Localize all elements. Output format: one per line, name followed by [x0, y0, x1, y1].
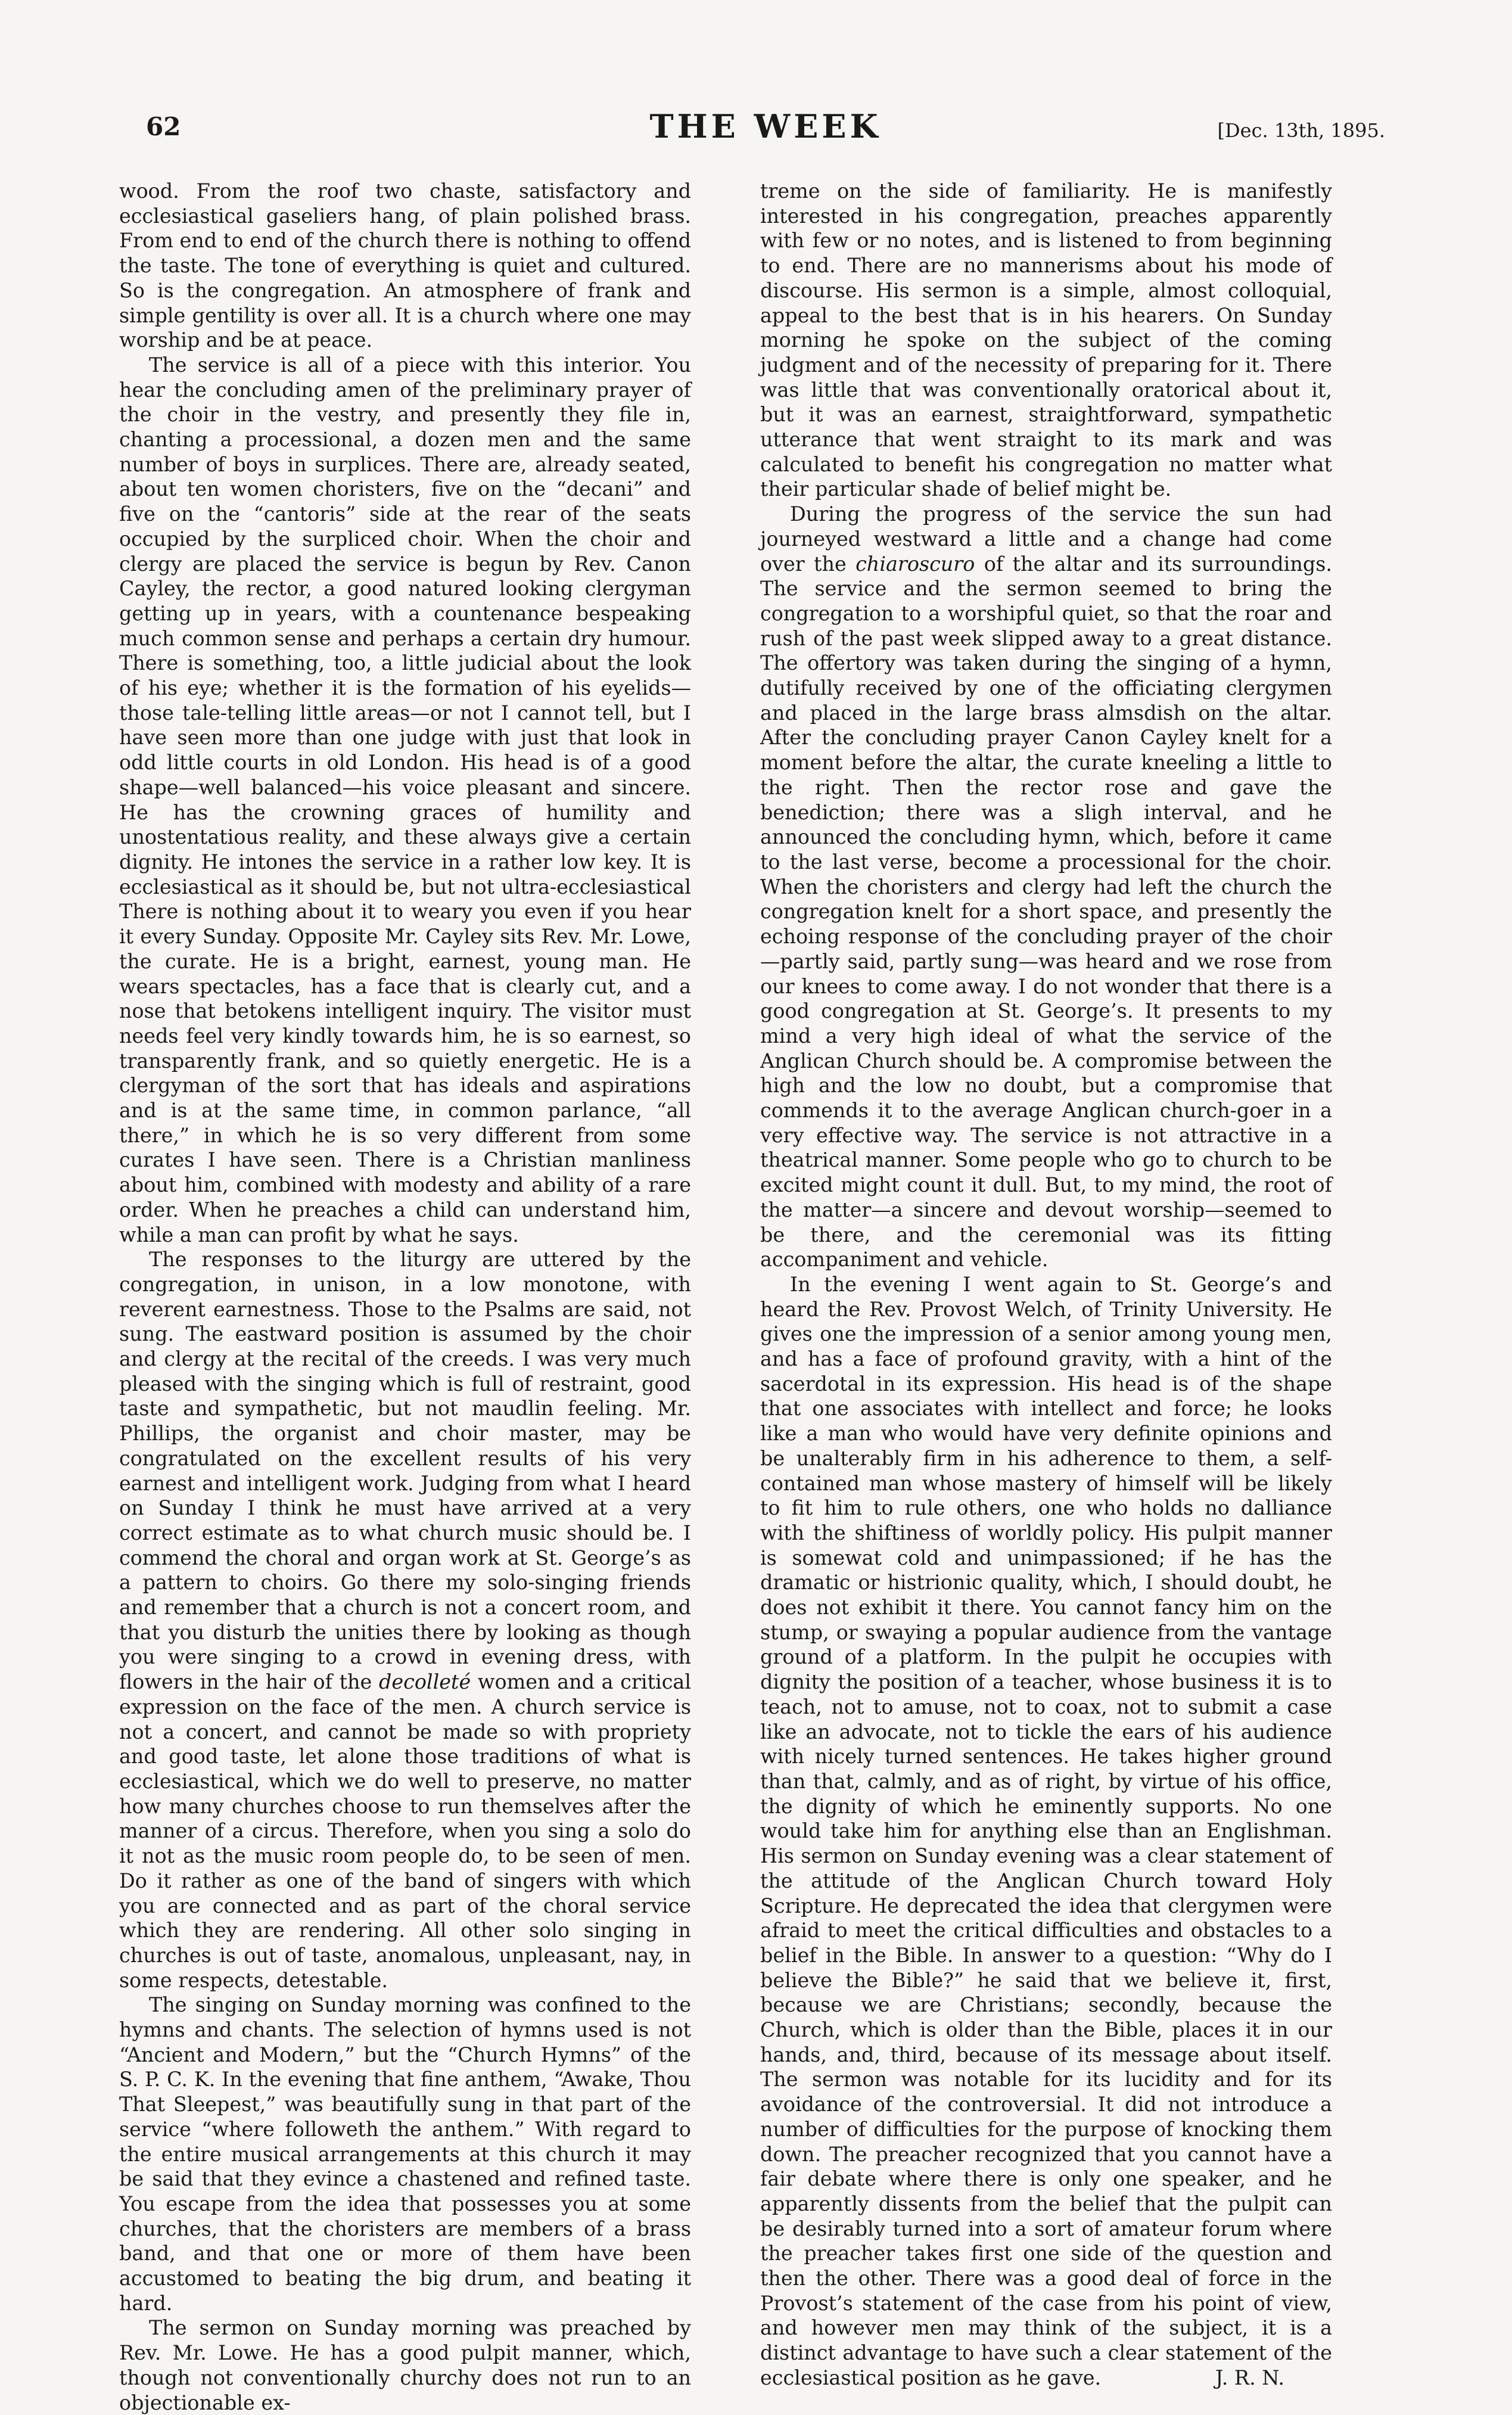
italic-term: chiaroscuro — [855, 552, 975, 576]
paragraph: The sermon on Sunday morning was preached by Rev. Mr. Lowe. He has a good pulpit manner, which, though not conventionally churchy does not run to an objectionable ex- — [119, 2316, 691, 2414]
author-signature: J. R. N. — [1215, 2366, 1284, 2389]
paragraph: In the evening I went again to St. George’s and heard the Rev. Provost Welch, of Trinity University. He gives one the impression of a senior among young men, and has a face of profound gravity, with a hint of the sacerdotal in its expression. His head is of the shape that one associates with intellect and force; he looks like a man who would have very definite opinions and be unalterably firm in his adherence to them, a self-contained man whose mastery of himself will be likely to fit him to rule others, one who holds no dalliance with the shiftiness of worldly policy. His pulpit manner is somewat cold and unimpassioned; if he has the dramatic or histrionic quality, which, I should doubt, he does not exhibit it there. You cannot fancy him on the stump, or swaying a popular audience from the vantage ground of a platform. In the pulpit he occupies with dignity the position of a teacher, whose business it is to teach, not to amuse, not to coax, not to submit a case like an advocate, not to tickle the ears of his audience with nicely turned sentences. He takes higher ground than that, calmly, and as of right, by virtue of his office, the dignity of which he eminently supports. No one would take him for anything else than an Englishman. His sermon on Sunday evening was a clear statement of the attitude of the Anglican Church toward Holy Scripture. He deprecated the idea that clergymen were afraid to meet the critical difficulties and obstacles to a belief in the Bible. In answer to a question: “Why do I believe the Bible?” he said that we believe it, first, because we are Christians; secondly, because the Church, which is older than the Bible, places it in our hands, and, third, because of its message about itself. The sermon was notable for its lucidity and for its avoidance of the controversial. It did not introduce a number of difficulties for the purpose of knocking them down. The preacher recognized that you cannot have a fair debate where there is only one speaker, and he apparently dissents from the belief that the pulpit can be desirably turned into a sort of amateur forum where the preacher takes first one side of the question and then the other. There was a good deal of force in the Provost’s statement of the case from his point of view, and however men may think of the subject, it is a distinct advantage to have such a clear statement of the ecclesiastical position as he gave. — [760, 1272, 1332, 2389]
issue-date: [Dec. 13th, 1895. — [1217, 119, 1385, 142]
right-column — [760, 179, 1332, 2389]
paragraph — [119, 1247, 691, 1993]
left-column — [119, 179, 691, 2414]
paragraph — [760, 502, 1332, 1272]
paragraph: The singing on Sunday morning was confined to the hymns and chants. The selection of hymns used is not “Ancient and Modern,” but the “Church Hymns” of the S. P. C. K. In the evening that fine anthem, “Awake, Thou That Sleepest,” was beautifully sung in that part of the service “where followeth the anthem.” With regard to the entire musical arrangements at this church it may be said that they evince a chastened and refined taste. You escape from the idea that possesses you at some churches, that the choristers are members of a brass band, and that one or more of them have been accustomed to beating the big drum, and beating it hard. — [119, 1993, 691, 2315]
publication-title: THE WEEK — [649, 107, 882, 145]
text-run: The responses to the liturgy are uttered by the congregation, in unison, in a low monotone, with reverent earnestness. Those to the Psalms are said, not sung. The eastward position is assumed by the choir and clergy at the recital of the creeds. I was very much pleased with the singing which is full of restraint, good taste and sympathetic, but not maudlin feeling. Mr. Phillips, the organist and choir master, may be congratulated on the excellent results of his very earnest and intelligent work. Judging from what I heard on Sunday I think he must have arrived at a very correct estimate as to what church music should be. I commend the choral and organ work at St. George’s as a pattern to choirs. Go there my solo-singing friends and remember that a church is not a concert room, and that you disturb the unities there by looking as though you were singing to a crowd in evening dress, with flowers in the hair of the — [119, 1248, 691, 1694]
italic-term: decolleté — [378, 1670, 471, 1694]
text-run: During the progress of the service the sun had journeyed westward a little and a change had come over the — [760, 502, 1332, 576]
page-header — [146, 107, 1385, 155]
text-run: women and a critical expression on the face of the men. A church service is not a concert, and cannot be made so with propriety and good taste, let alone those traditions of what is ecclesiastical, which we do well to preserve, no matter how many churches choose to run themselves after the manner of a circus. Therefore, when you sing a solo do it not as the music room people do, to be seen of men. Do it rather as one of the band of singers with which you are connected and as part of the choral service which they are rendering. All other solo singing in churches is out of taste, anomalous, unpleasant, nay, in some respects, detestable. — [119, 1670, 691, 1992]
page-number: 62 — [146, 112, 181, 141]
paragraph: treme on the side of familiarity. He is manifestly interested in his congregation, preaches apparently with few or no notes, and is listened to from beginning to end. There are no mannerisms about his mode of discourse. His sermon is a simple, almost colloquial, appeal to the best that is in his hearers. On Sunday morning he spoke on the subject of the coming judgment and of the necessity of preparing for it. There was little that was conventionally oratorical about it, but it was an earnest, straightforward, sympathetic utterance that went straight to its mark and was calculated to benefit his congregation no matter what their particular shade of belief might be. — [760, 179, 1332, 501]
paragraph: The service is all of a piece with this interior. You hear the concluding amen of the preliminary prayer of the choir in the vestry, and presently they file in, chanting a processional, a dozen men and the same number of boys in surplices. There are, already seated, about ten women choristers, five on the “decani” and five on the “cantoris” side at the rear of the seats occupied by the surpliced choir. When the choir and clergy are placed the service is begun by Rev. Canon Cayley, the rector, a good natured looking clergyman getting up in years, with a countenance bespeaking much common sense and perhaps a certain dry humour. There is something, too, a little judicial about the look of his eye; whether it is the formation of his eyelids—those tale-telling little areas—or not I cannot tell, but I have seen more than one judge with just that look in odd little courts in old London. His head is of a good shape—well balanced—his voice pleasant and sincere. He has the crowning graces of humility and unostentatious reality, and these always give a certain dignity. He intones the service in a rather low key. It is ecclesiastical as it should be, but not ultra-ecclesiastical There is nothing about it to weary you even if you hear it every Sunday. Opposite Mr. Cayley sits Rev. Mr. Lowe, the curate. He is a bright, earnest, young man. He wears spectacles, has a face that is clearly cut, and a nose that betokens intelligent inquiry. The visitor must needs feel very kindly towards him, he is so earnest, so transparently frank, and so quietly energetic. He is a clergyman of the sort that has ideals and aspirations and is at the same time, in common parlance, “all there,” in which he is so very different from some curates I have seen. There is a Christian manliness about him, combined with modesty and ability of a rare order. When he preaches a child can understand him, while a man can profit by what he says. — [119, 353, 691, 1247]
paragraph: wood. From the roof two chaste, satisfactory and ecclesiastical gaseliers hang, of plain polished brass. From end to end of the church there is nothing to offend the taste. The tone of everything is quiet and cultured. So is the congregation. An atmosphere of frank and simple gentility is over all. It is a church where one may worship and be at peace. — [119, 179, 691, 352]
text-run: of the altar and its surroundings. The service and the sermon seemed to bring the congregation to a worshipful quiet, so that the roar and rush of the past week slipped away to a great distance. The offertory was taken during the singing of a hymn, dutifully received by one of the officiating clergymen and placed in the large brass almsdish on the altar. After the concluding prayer Canon Cayley knelt for a moment before the altar, the curate kneeling a little to the right. Then the rector rose and gave the benediction; there was a sligh interval, and he announced the concluding hymn, which, before it came to the last verse, become a processional for the choir. When the choristers and clergy had left the church the congregation knelt for a short space, and presently the echoing response of the concluding prayer of the choir—partly said, partly sung—was heard and we rose from our knees to come away. I do not wonder that there is a good congregation at St. George’s. It presents to my mind a very high ideal of what the service of the Anglican Church should be. A compromise between the high and the low no doubt, but a compromise that commends it to the average Anglican church-goer in a very effective way. The service is not attractive in a theatrical manner. Some people who go to church to be excited might count it dull. But, to my mind, the root of the matter—a sincere and devout worship—seemed to be there, and the ceremonial was its fitting accompaniment and vehicle. — [760, 552, 1332, 1272]
